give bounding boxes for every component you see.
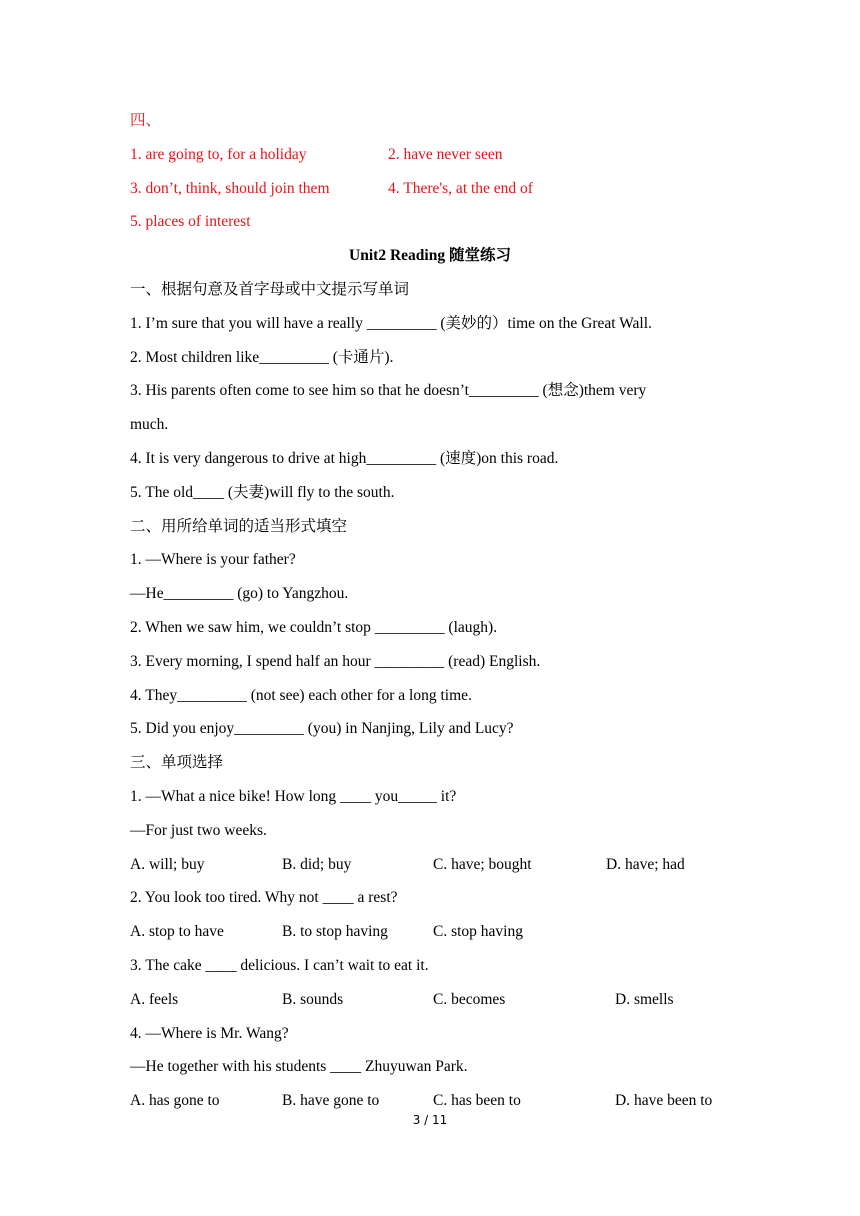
option: D. have been to — [615, 1092, 713, 1110]
question-item: 3. Every morning, I spend half an hour _________ (read) English. — [130, 652, 541, 670]
question-stem: 2. You look too tired. Why not ____ a rest? — [130, 889, 398, 907]
option: B. have gone to — [282, 1092, 380, 1110]
answer-item: 2. have never seen — [388, 145, 503, 163]
option: A. will; buy — [130, 855, 205, 873]
question-item: 4. They_________ (not see) each other for a long time. — [130, 686, 472, 704]
answer-row — [130, 205, 750, 239]
option: D. smells — [615, 990, 674, 1008]
options-row — [130, 983, 750, 1017]
option: D. have; had — [606, 855, 685, 873]
option: B. sounds — [282, 990, 344, 1008]
answer-item: 1. are going to, for a holiday — [130, 145, 307, 163]
option: C. becomes — [433, 990, 506, 1008]
option: B. did; buy — [282, 855, 352, 873]
option: A. feels — [130, 990, 179, 1008]
question-stem: 4. —Where is Mr. Wang? — [130, 1024, 289, 1042]
option: A. stop to have — [130, 923, 224, 941]
answers-heading: 四、 — [130, 112, 162, 129]
page-content — [130, 104, 750, 1118]
question-item-continued: much. — [130, 416, 169, 434]
question-stem: —He together with his students ____ Zhuyuwan Park. — [130, 1058, 468, 1076]
question-item: 5. Did you enjoy_________ (you) in Nanjing, Lily and Lucy? — [130, 720, 514, 738]
question-item: —He_________ (go) to Yangzhou. — [130, 585, 349, 603]
question-stem: 3. The cake ____ delicious. I can’t wait to eat it. — [130, 956, 429, 974]
question-item: 3. His parents often come to see him so that he doesn’t_________ (想念)them very — [130, 382, 647, 400]
question-item: 4. It is very dangerous to drive at high_________ (速度)on this road. — [130, 449, 559, 467]
question-item: 1. I’m sure that you will have a really _________ (美妙的）time on the Great Wall. — [130, 314, 652, 332]
options-row — [130, 848, 750, 882]
question-stem: 1. —What a nice bike! How long ____ you_____ it? — [130, 787, 457, 805]
answer-item: 3. don’t, think, should join them — [130, 179, 330, 197]
option: C. has been to — [433, 1092, 521, 1110]
page-title: Unit2 Reading 随堂练习 — [349, 247, 511, 265]
section-heading: 一、根据句意及首字母或中文提示写单词 — [130, 280, 410, 298]
question-item: 5. The old____ (夫妻)will fly to the south. — [130, 483, 395, 501]
question-item: 2. Most children like_________ (卡通片). — [130, 348, 394, 366]
options-row — [130, 915, 750, 949]
question-item: 1. —Where is your father? — [130, 551, 296, 569]
answer-item: 5. places of interest — [130, 213, 251, 231]
question-item: 2. When we saw him, we couldn’t stop _________ (laugh). — [130, 618, 498, 636]
page-number: 3 / 11 — [412, 1113, 448, 1127]
answer-row — [130, 172, 750, 206]
option: B. to stop having — [282, 923, 388, 941]
option: C. have; bought — [433, 855, 532, 873]
question-stem: —For just two weeks. — [130, 821, 267, 839]
answer-item: 4. There's, at the end of — [388, 179, 533, 197]
answer-row — [130, 138, 750, 172]
option: A. has gone to — [130, 1092, 220, 1110]
section-heading: 三、单项选择 — [130, 754, 224, 772]
section-heading: 二、用所给单词的适当形式填空 — [130, 517, 348, 535]
option: C. stop having — [433, 923, 523, 941]
